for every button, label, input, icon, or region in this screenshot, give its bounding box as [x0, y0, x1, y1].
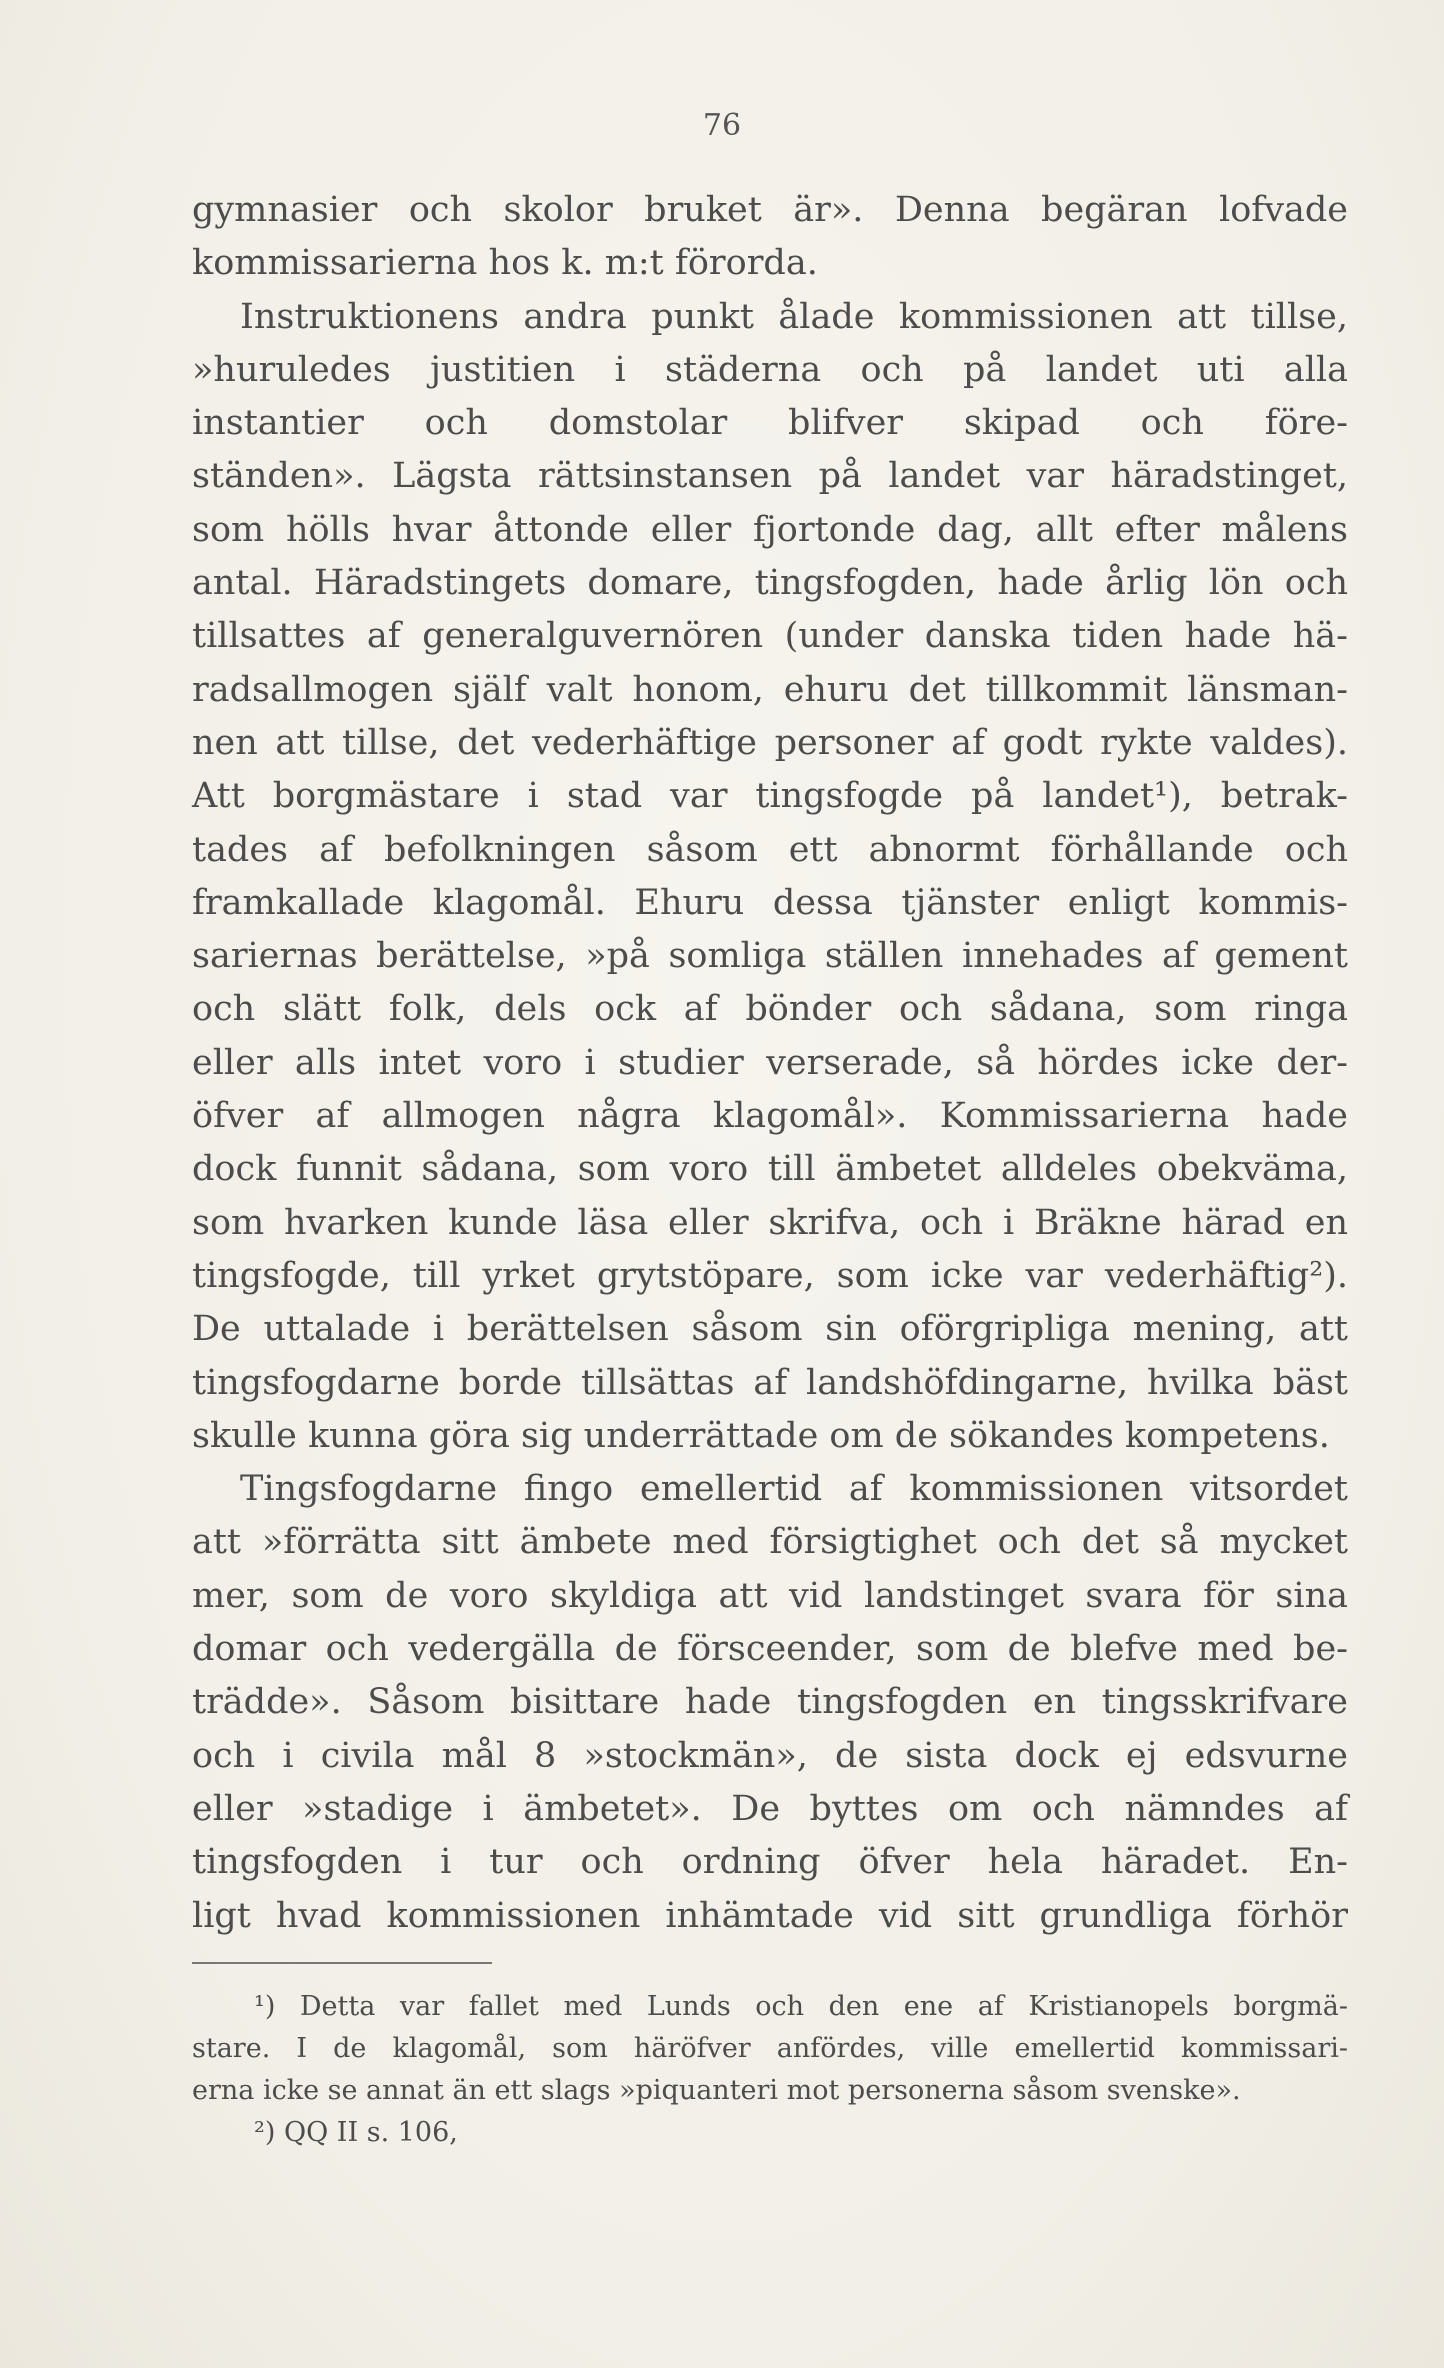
text-line: Tingsfogdarne fingo emellertid af kommissionen vitsordet	[240, 1469, 1348, 1510]
text-line: som hvarken kunde läsa eller skrifva, och i Bräkne härad en	[192, 1202, 1348, 1243]
text-line: De uttalade i berättelsen såsom sin oförgripliga mening, att	[192, 1309, 1348, 1350]
footnote-rule	[192, 1962, 492, 1964]
text-line: framkallade klagomål. Ehuru dessa tjänster enligt kommis-	[192, 882, 1348, 923]
text-line: och slätt folk, dels ock af bönder och sådana, som ringa	[192, 989, 1348, 1030]
text-line: trädde». Såsom bisittare hade tingsfogden en tingsskrifvare	[192, 1682, 1348, 1723]
footnote-line: ²) QQ II s. 106,	[254, 2117, 458, 2148]
text-line: kommissarierna hos k. m:t förorda.	[192, 243, 818, 284]
text-line: gymnasier och skolor bruket är». Denna begäran lofvade	[192, 190, 1348, 230]
text-line: tingsfogdarne borde tillsättas af landshöfdingarne, hvilka bäst	[192, 1362, 1348, 1403]
text-line: tingsfogde, till yrket grytstöpare, som icke var vederhäftig²).	[192, 1255, 1348, 1296]
text-line: ligt hvad kommissionen inhämtade vid sitt grundliga förhör	[192, 1895, 1348, 1936]
text-line: nen att tillse, det vederhäftige personer af godt rykte valdes).	[192, 722, 1348, 763]
text-line: eller »stadige i ämbetet». De byttes om och nämndes af	[192, 1788, 1348, 1829]
page-number: 76	[702, 108, 742, 143]
text-line: domar och vedergälla de försceender, som de blefve med be-	[192, 1629, 1348, 1670]
text-line: Att borgmästare i stad var tingsfogde på landet¹), betrak-	[192, 776, 1348, 817]
text-line: antal. Häradstingets domare, tingsfogden, hade årlig lön och	[192, 563, 1348, 604]
text-line: radsallmogen själf valt honom, ehuru det tillkommit länsman-	[192, 669, 1348, 710]
text-line: sariernas berättelse, »på somliga ställen innehades af gement	[192, 936, 1348, 977]
footnote-line: stare. I de klagomål, som häröfver anfördes, ville emellertid kommissari-	[192, 2033, 1348, 2064]
text-line: och i civila mål 8 »stockmän», de sista dock ej edsvurne	[192, 1735, 1348, 1776]
text-line: mer, som de voro skyldiga att vid landstinget svara för sina	[192, 1575, 1348, 1616]
text-line: eller alls intet voro i studier verserade, så hördes icke der-	[192, 1042, 1348, 1083]
text-line: ständen». Lägsta rättsinstansen på landet var häradstinget,	[192, 456, 1348, 497]
text-line: tillsattes af generalguvernören (under danska tiden hade hä-	[192, 616, 1348, 657]
text-line: tingsfogden i tur och ordning öfver hela häradet. En-	[192, 1842, 1348, 1883]
footnote-line: ¹) Detta var fallet med Lunds och den ene af Kristianopels borgmä-	[254, 1991, 1348, 2022]
text-line: »huruledes justitien i städerna och på landet uti alla	[192, 349, 1348, 390]
text-line: öfver af allmogen några klagomål». Kommissarierna hade	[192, 1096, 1348, 1137]
text-line: skulle kunna göra sig underrättade om de sökandes kompetens.	[192, 1415, 1330, 1456]
text-line: Instruktionens andra punkt ålade kommissionen att tillse,	[240, 296, 1348, 337]
text-line: att »förrätta sitt ämbete med försigtighet och det så mycket	[192, 1522, 1348, 1563]
text-line: dock funnit sådana, som voro till ämbetet alldeles obekväma,	[192, 1149, 1348, 1190]
body-text	[192, 184, 1348, 1943]
text-line: tades af befolkningen såsom ett abnormt förhållande och	[192, 829, 1348, 870]
text-line: instantier och domstolar blifver skipad och före-	[192, 403, 1348, 444]
text-line: som hölls hvar åttonde eller fjortonde dag, allt efter målens	[192, 509, 1348, 550]
footnotes	[192, 1986, 1348, 2154]
footnote-line: erna icke se annat än ett slags »piquanteri mot personerna såsom svenske».	[192, 2075, 1241, 2106]
